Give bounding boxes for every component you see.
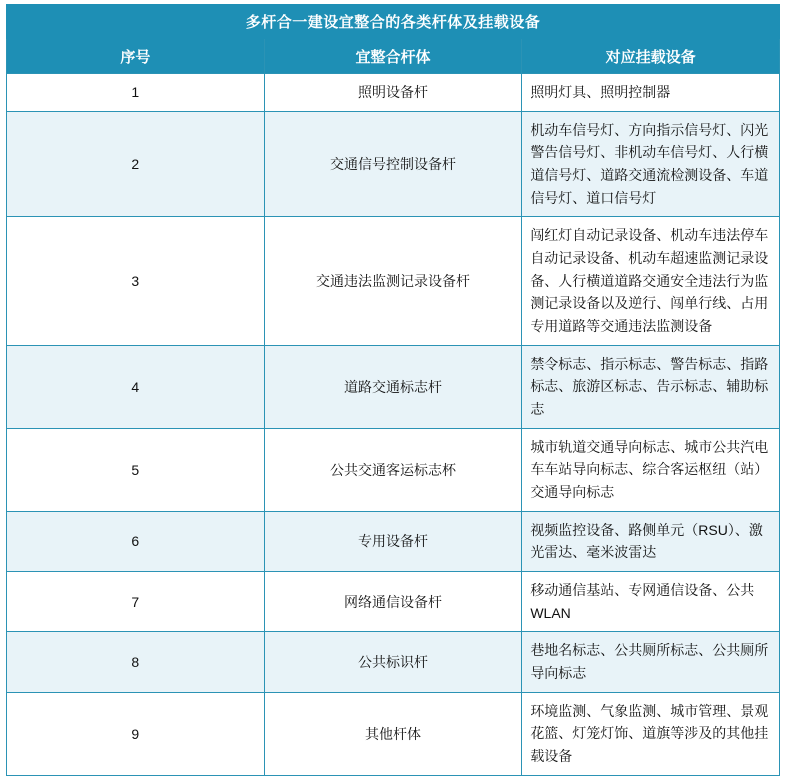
- cell-number: 9: [7, 692, 265, 775]
- cell-number: 8: [7, 632, 265, 692]
- table-row: [7, 511, 780, 571]
- cell-equipment: 照明灯具、照明控制器: [522, 74, 780, 112]
- table-title: 多杆合一建设宜整合的各类杆体及挂载设备: [7, 5, 780, 39]
- table-row: [7, 217, 780, 345]
- cell-pole: 网络通信设备杆: [264, 572, 522, 632]
- cell-number: 6: [7, 511, 265, 571]
- column-header-pole: 宜整合杆体: [264, 39, 522, 74]
- table-row: [7, 111, 780, 217]
- cell-number: 2: [7, 111, 265, 217]
- table-row: [7, 74, 780, 112]
- cell-equipment: 城市轨道交通导向标志、城市公共汽电车车站导向标志、综合客运枢纽（站）交通导向标志: [522, 428, 780, 511]
- cell-number: 7: [7, 572, 265, 632]
- cell-pole: 专用设备杆: [264, 511, 522, 571]
- cell-number: 3: [7, 217, 265, 345]
- cell-number: 1: [7, 74, 265, 112]
- cell-pole: 照明设备杆: [264, 74, 522, 112]
- cell-pole: 道路交通标志杆: [264, 345, 522, 428]
- column-header-equipment: 对应挂载设备: [522, 39, 780, 74]
- cell-pole: 公共标识杆: [264, 632, 522, 692]
- cell-number: 4: [7, 345, 265, 428]
- table-row: [7, 632, 780, 692]
- table-row: [7, 572, 780, 632]
- table-row: [7, 692, 780, 775]
- cell-pole: 交通信号控制设备杆: [264, 111, 522, 217]
- cell-equipment: 闯红灯自动记录设备、机动车违法停车自动记录设备、机动车超速监测记录设备、人行横道道路交通安全违法行为监测记录设备以及逆行、闯单行线、占用专用道路等交通违法监测设备: [522, 217, 780, 345]
- cell-equipment: 视频监控设备、路侧单元（RSU）、激光雷达、毫米波雷达: [522, 511, 780, 571]
- table-row: [7, 345, 780, 428]
- pole-integration-table: [6, 4, 780, 776]
- cell-equipment: 机动车信号灯、方向指示信号灯、闪光警告信号灯、非机动车信号灯、人行横道信号灯、道路交通流检测设备、车道信号灯、道口信号灯: [522, 111, 780, 217]
- table-row: [7, 428, 780, 511]
- cell-equipment: 巷地名标志、公共厕所标志、公共厕所导向标志: [522, 632, 780, 692]
- cell-pole: 交通违法监测记录设备杆: [264, 217, 522, 345]
- table-container: [6, 4, 780, 776]
- cell-pole: 公共交通客运标志杯: [264, 428, 522, 511]
- cell-equipment: 禁令标志、指示标志、警告标志、指路标志、旅游区标志、告示标志、辅助标志: [522, 345, 780, 428]
- table-title-row: [7, 5, 780, 39]
- cell-pole: 其他杆体: [264, 692, 522, 775]
- cell-number: 5: [7, 428, 265, 511]
- table-header-row: [7, 39, 780, 74]
- cell-equipment: 移动通信基站、专网通信设备、公共 WLAN: [522, 572, 780, 632]
- column-header-number: 序号: [7, 39, 265, 74]
- cell-equipment: 环境监测、气象监测、城市管理、景观花篮、灯笼灯饰、道旗等涉及的其他挂载设备: [522, 692, 780, 775]
